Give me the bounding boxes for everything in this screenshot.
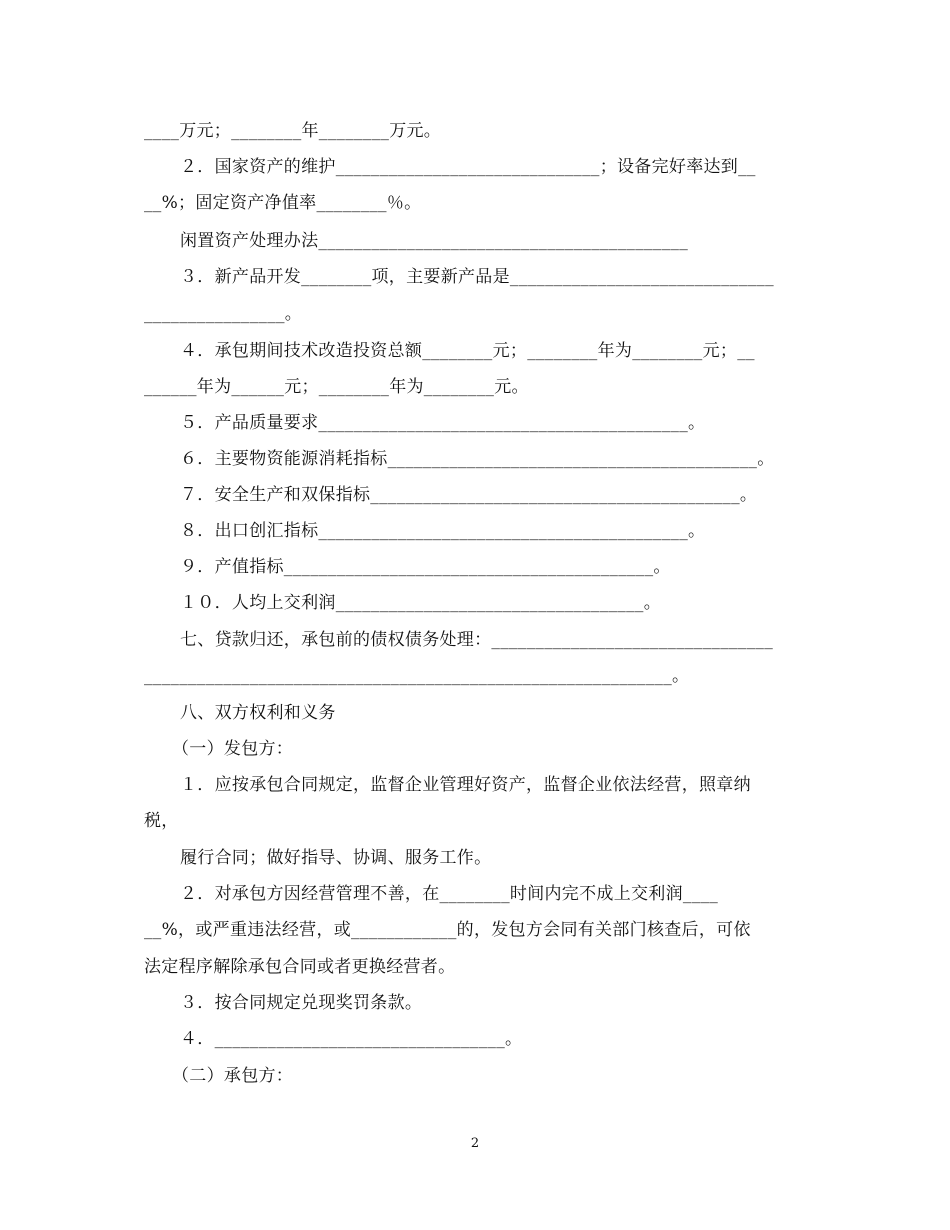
- text-line: ３．新产品开发________项，主要新产品是______________________________: [180, 267, 774, 287]
- text-line: １．应按承包合同规定，监督企业管理好资产，监督企业依法经营，照章纳: [180, 775, 751, 795]
- subsection-heading: （二）承包方：: [172, 1066, 294, 1086]
- text-line: ４．承包期间技术改造投资总额________元；________年为________元；__: [180, 341, 755, 361]
- text-line: ２．国家资产的维护______________________________；设备完好率达到__: [180, 157, 756, 177]
- subsection-heading: （一）发包方：: [172, 739, 294, 759]
- text-line: ______年为______元；________年为________元。: [144, 377, 529, 397]
- text-line: 税，: [144, 811, 179, 831]
- text-line: ８．出口创汇指标__________________________________________。: [180, 521, 706, 541]
- text-line: １０．人均上交利润___________________________________。: [180, 593, 661, 613]
- text-line: ____________________________________________________________。: [144, 666, 690, 686]
- text-line: __%，或严重违法经营，或____________的，发包方会同有关部门核查后，可依: [144, 920, 751, 940]
- text-line: ５．产品质量要求__________________________________________。: [180, 413, 706, 433]
- section-heading: 八、双方权利和义务: [180, 703, 336, 723]
- text-line: ３．按合同规定兑现奖罚条款。: [180, 993, 423, 1013]
- text-line: ６．主要物资能源消耗指标__________________________________________。: [180, 449, 775, 469]
- text-line: ９．产值指标__________________________________________。: [180, 557, 671, 577]
- text-line: 闲置资产处理办法__________________________________________: [180, 231, 688, 251]
- text-line: ７．安全生产和双保指标__________________________________________。: [180, 485, 758, 505]
- text-line: 履行合同；做好指导、协调、服务工作。: [180, 848, 492, 868]
- page-number: 2: [470, 1136, 480, 1151]
- text-line: __%；固定资产净值率________％。: [144, 193, 422, 213]
- text-line: 法定程序解除承包合同或者更换经营者。: [144, 957, 456, 977]
- text-line: ________________。: [144, 304, 303, 324]
- text-line: ２．对承包方因经营管理不善，在________时间内完不成上交利润____: [180, 884, 719, 904]
- text-line: ４．_________________________________。: [180, 1029, 523, 1049]
- section-heading: 七、贷款归还，承包前的债权债务处理：________________________________: [180, 630, 773, 650]
- text-line: ____万元；________年________万元。: [144, 121, 442, 141]
